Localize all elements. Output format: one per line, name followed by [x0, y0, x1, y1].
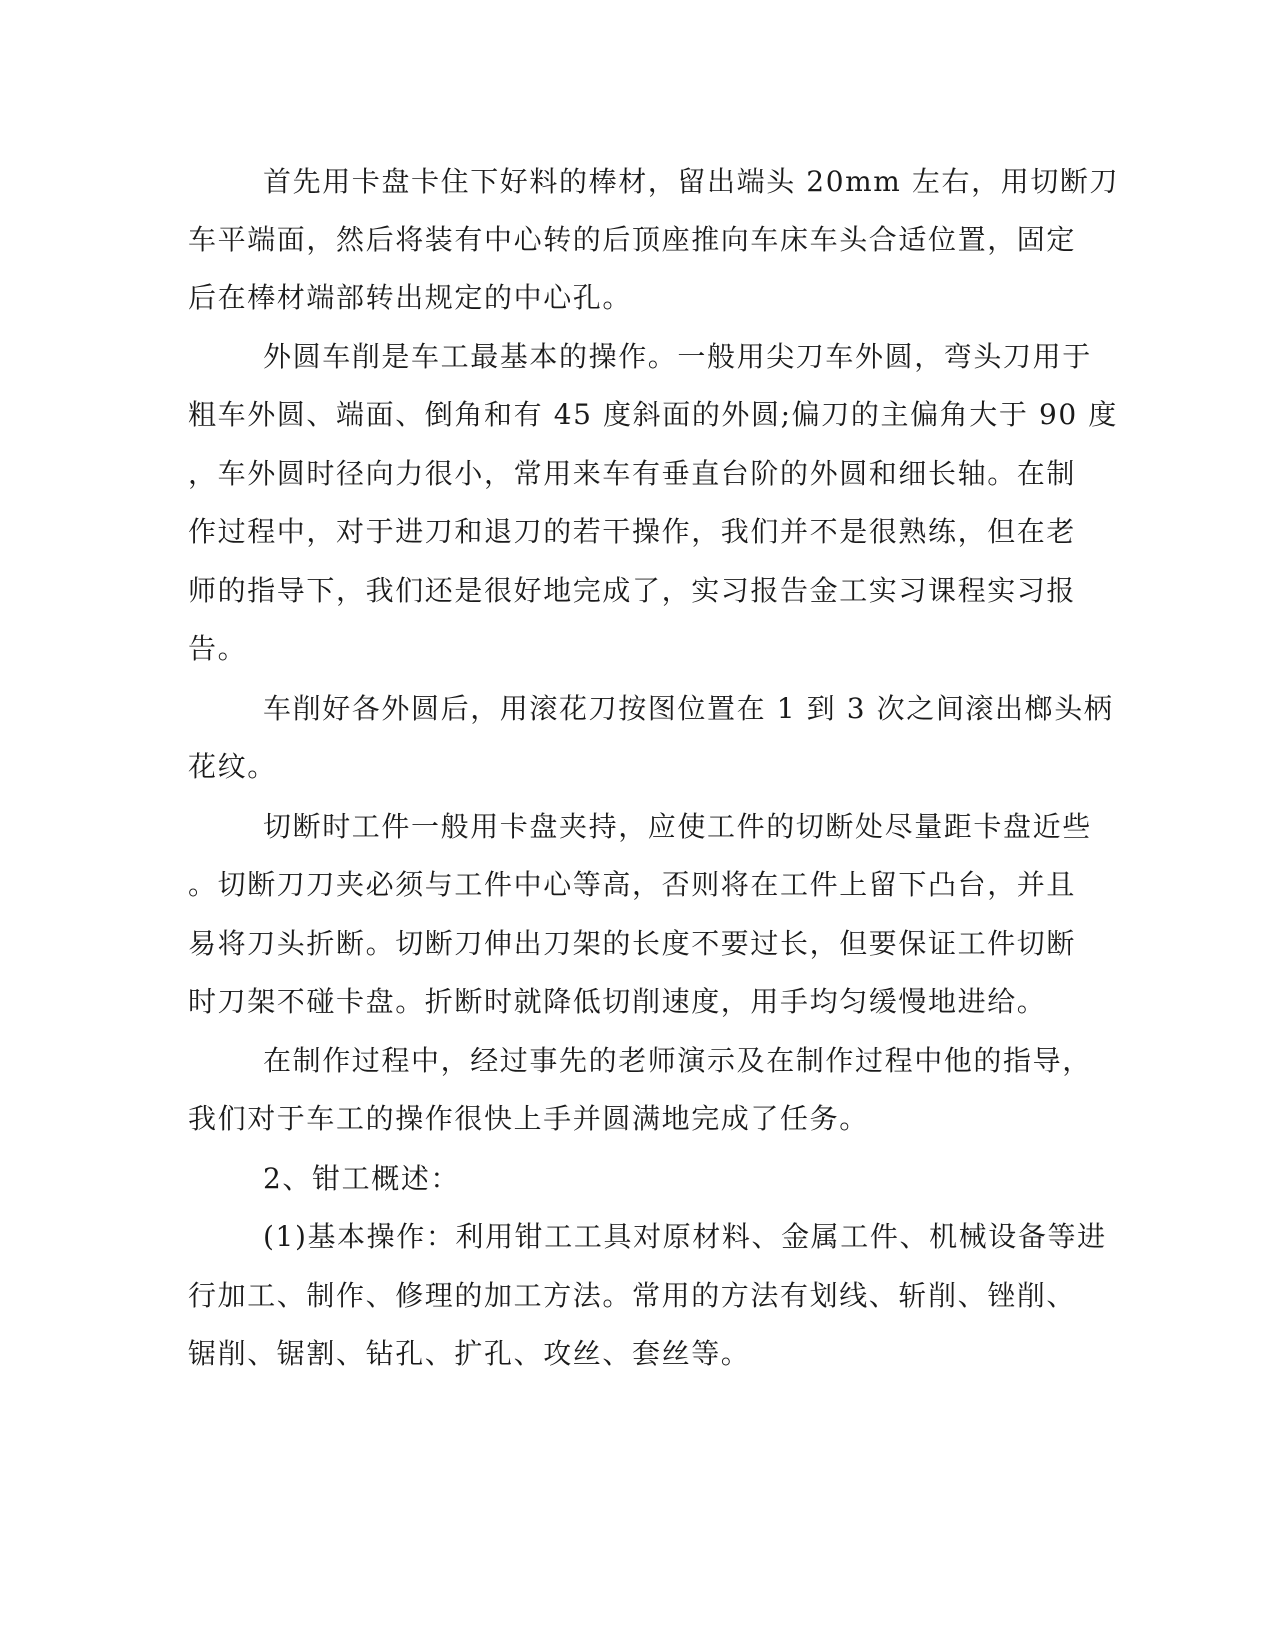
- text-line: 首先用卡盘卡住下好料的棒材，留出端头 20mm 左右，用切断刀: [263, 165, 1120, 198]
- text-line: 行加工、制作、修理的加工方法。常用的方法有划线、斩削、锉削、: [188, 1279, 1077, 1312]
- text-line: ，车外圆时径向力很小，常用来车有垂直台阶的外圆和细长轴。在制: [188, 457, 1077, 490]
- text-line: 在制作过程中，经过事先的老师演示及在制作过程中他的指导，: [263, 1044, 1092, 1077]
- text-line: 。切断刀刀夹必须与工件中心等高，否则将在工件上留下凸台，并且: [188, 868, 1077, 901]
- text-line: 作过程中，对于进刀和退刀的若干操作，我们并不是很熟练，但在老: [188, 515, 1077, 548]
- text-line: 花纹。: [188, 750, 277, 783]
- text-line: 粗车外圆、端面、倒角和有 45 度斜面的外圆;偏刀的主偏角大于 90 度: [188, 398, 1118, 431]
- text-line: (1)基本操作：利用钳工工具对原材料、金属工件、机械设备等进: [263, 1220, 1107, 1253]
- text-line: 切断时工件一般用卡盘夹持，应使工件的切断处尽量距卡盘近些: [263, 810, 1092, 843]
- text-line: 师的指导下，我们还是很好地完成了，实习报告金工实习课程实习报: [188, 574, 1077, 607]
- text-line: 时刀架不碰卡盘。折断时就降低切削速度，用手均匀缓慢地进给。: [188, 985, 1047, 1018]
- text-line: 易将刀头折断。切断刀伸出刀架的长度不要过长，但要保证工件切断: [188, 927, 1077, 960]
- text-line: 锯削、锯割、钻孔、扩孔、攻丝、套丝等。: [188, 1337, 751, 1370]
- text-line: 车削好各外圆后，用滚花刀按图位置在 1 到 3 次之间滚出榔头柄: [263, 692, 1114, 725]
- text-line: 后在棒材端部转出规定的中心孔。: [188, 281, 633, 314]
- text-line: 外圆车削是车工最基本的操作。一般用尖刀车外圆，弯头刀用于: [263, 340, 1092, 373]
- text-line: 我们对于车工的操作很快上手并圆满地完成了任务。: [188, 1102, 869, 1135]
- text-line: 2、钳工概述：: [263, 1162, 461, 1195]
- text-line: 车平端面，然后将装有中心转的后顶座推向车床车头合适位置，固定: [188, 223, 1077, 256]
- text-line: 告。: [188, 632, 248, 665]
